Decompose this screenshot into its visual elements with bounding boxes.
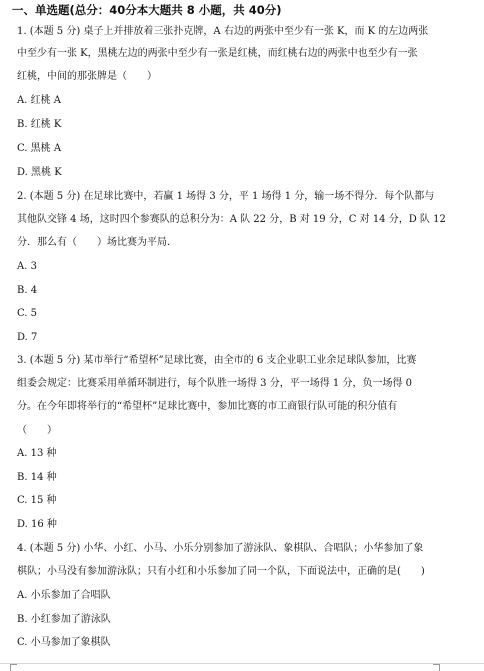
q4-option-a: A. 小乐参加了合唱队 — [17, 590, 111, 601]
q4-option-b: B. 小红参加了游泳队 — [17, 614, 111, 625]
right-crop-mark — [433, 664, 440, 671]
q2-option-c: C. 5 — [17, 308, 38, 319]
q3-stem-line-2: 组委会规定：比赛采用单循环制进行，每个队胜一场得 3 分，平一场得 1 分，负一场得 0 — [17, 378, 412, 389]
q4-stem-line-1: 4. (本题 5 分) 小华、小红、小马、小乐分别参加了游泳队、象棋队、合唱队；小华参加了象 — [17, 543, 424, 554]
q1-option-b: B. 红桃 K — [17, 119, 62, 130]
q1-stem-line-1: 1. (本题 5 分) 桌子上并排放着三张扑克牌，A 右边的两张中至少有一张 K，而 K 的左边两张 — [17, 26, 429, 37]
q1-stem-line-2: 中至少有一张 K，黑桃左边的两张中至少有一张是红桃，而红桃右边的两张中也至少有一张 — [17, 48, 418, 59]
q1-option-c: C. 黑桃 A — [17, 143, 62, 154]
page-bottom-divider — [0, 663, 484, 664]
q1-option-d: D. 黑桃 K — [17, 167, 62, 178]
q2-option-a: A. 3 — [17, 261, 37, 272]
q1-stem-line-3: 红桃，中间的那张牌是（ ） — [17, 71, 157, 82]
q3-option-b: B. 14 种 — [17, 472, 57, 483]
q2-option-d: D. 7 — [17, 332, 38, 343]
q2-option-b: B. 4 — [17, 285, 38, 296]
q1-option-a: A. 红桃 A — [17, 95, 61, 106]
q2-stem-line-3: 分．那么有（ ）场比赛为平局． — [17, 237, 177, 248]
q2-stem-line-2: 其他队交锋 4 场，这时四个参赛队的总积分为：A 队 22 分，B 对 19 分，C 对 14 分，D 队 12 — [17, 214, 446, 225]
q3-option-a: A. 13 种 — [17, 448, 57, 459]
q4-stem-line-2: 棋队；小马没有参加游泳队；只有小红和小乐参加了同一个队，下面说法中，正确的是( ) — [17, 566, 425, 577]
section-title: 一、单选题(总分：40分本大题共 8 小题，共 40分) — [12, 3, 282, 17]
q3-stem-line-4: （ ） — [17, 425, 57, 436]
q3-stem-line-3: 分。在今年即将举行的“希望杯”足球比赛中，参加比赛的市工商银行队可能的积分值有 — [17, 401, 398, 412]
left-crop-mark — [10, 664, 17, 671]
q4-option-c: C. 小马参加了象棋队 — [17, 637, 111, 648]
q3-option-d: D. 16 种 — [17, 519, 57, 530]
q3-stem-line-1: 3. (本题 5 分) 某市举行“希望杯”足球比赛，由全市的 6 支企业职工业余足球队参加，比赛 — [17, 355, 417, 366]
q3-option-c: C. 15 种 — [17, 495, 57, 506]
q2-stem-line-1: 2. (本题 5 分) 在足球比赛中，若赢 1 场得 3 分，平 1 场得 1 分，输一场不得分．每个队都与 — [17, 191, 435, 202]
